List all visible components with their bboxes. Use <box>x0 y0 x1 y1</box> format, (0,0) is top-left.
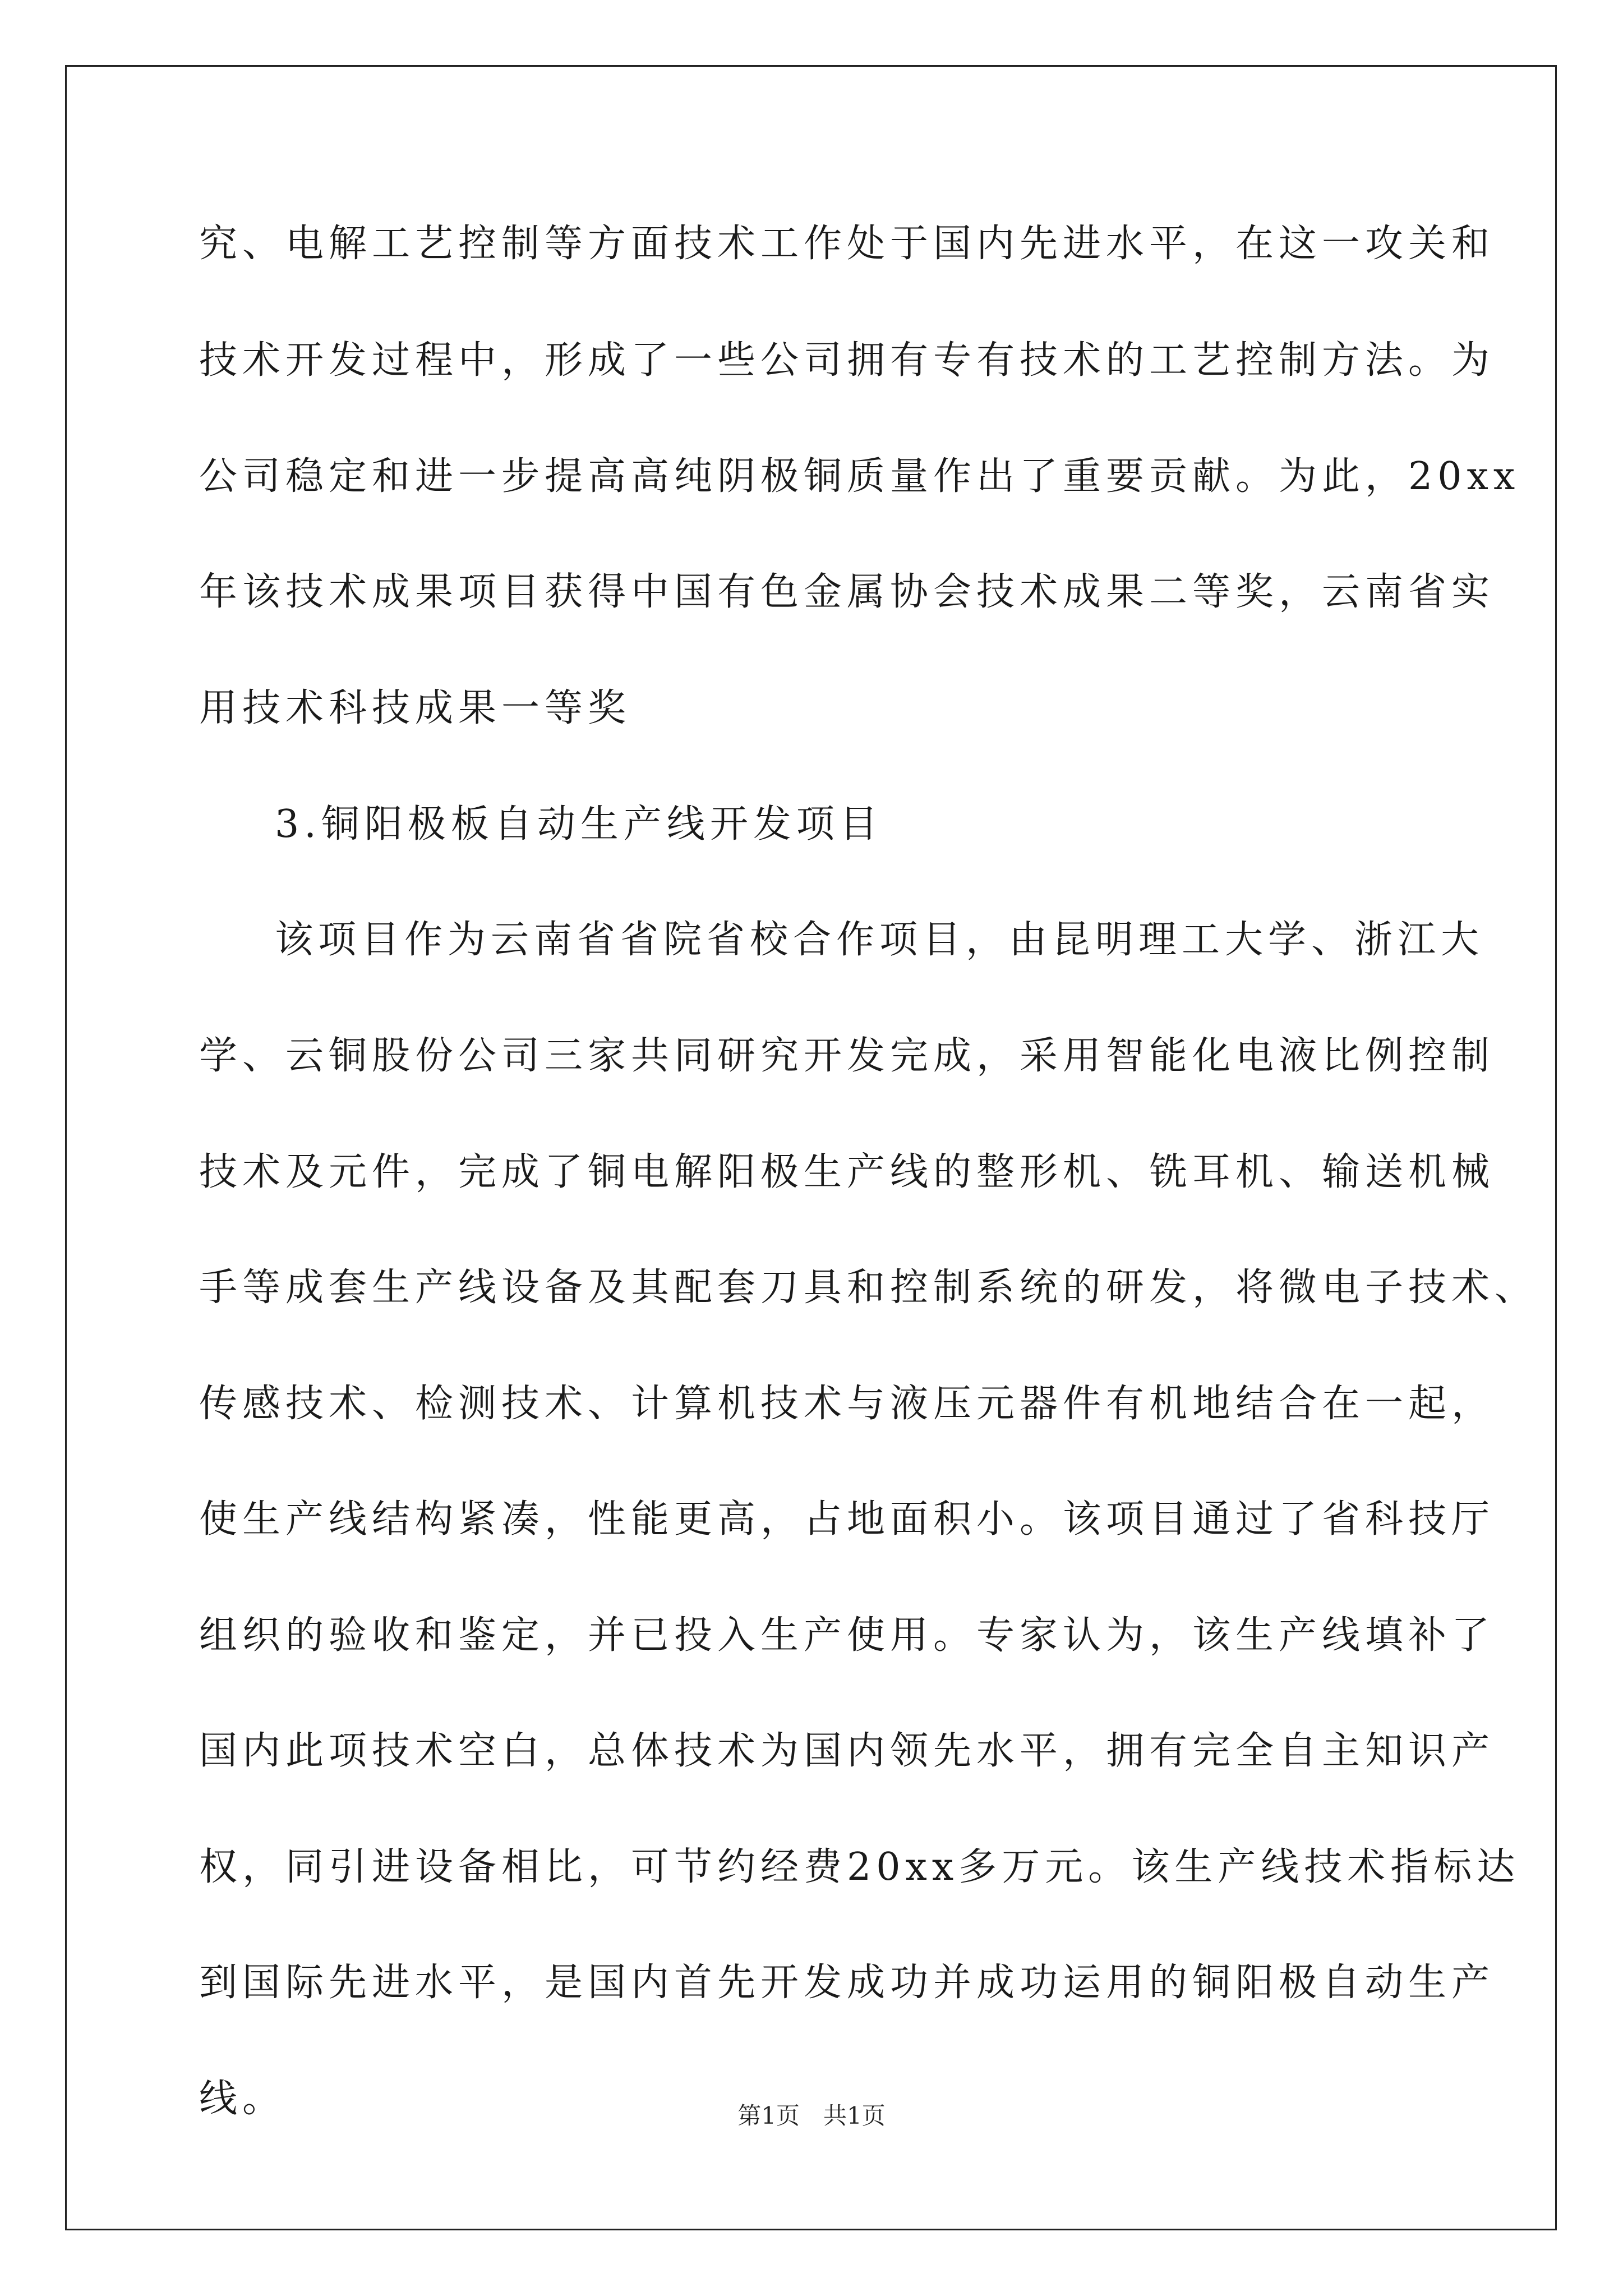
body-line: 到国际先进水平，是国内首先开发成功并成功运用的铜阳极自动生产 <box>199 1961 1495 2005</box>
body-line: 手等成套生产线设备及其配套刀具和控制系统的研发，将微电子技术、 <box>199 1266 1538 1310</box>
body-line: 公司稳定和进一步提高高纯阴极铜质量作出了重要贡献。为此，20xx <box>199 454 1520 499</box>
body-line: 该项目作为云南省省院省校合作项目，由昆明理工大学、浙江大 <box>275 918 1484 962</box>
body-line: 使生产线结构紧凑，性能更高，占地面积小。该项目通过了省科技厅 <box>199 1497 1495 1542</box>
section-heading: 3.铜阳极板自动生产线开发项目 <box>275 802 883 846</box>
body-line: 技术及元件，完成了铜电解阳极生产线的整形机、铣耳机、输送机械 <box>199 1150 1495 1194</box>
body-line: 技术开发过程中，形成了一些公司拥有专有技术的工艺控制方法。为 <box>199 338 1495 383</box>
body-line: 组织的验收和鉴定，并已投入生产使用。专家认为，该生产线填补了 <box>199 1613 1495 1658</box>
body-line: 用技术科技成果一等奖 <box>199 686 631 730</box>
body-line: 权，同引进设备相比，可节约经费20xx多万元。该生产线技术指标达 <box>199 1845 1520 1889</box>
body-line: 年该技术成果项目获得中国有色金属协会技术成果二等奖，云南省实 <box>199 570 1495 614</box>
body-line: 国内此项技术空白，总体技术为国内领先水平，拥有完全自主知识产 <box>199 1729 1495 1773</box>
page-footer: 第1页 共1页 <box>737 2102 886 2129</box>
body-line: 线。 <box>199 2077 286 2121</box>
body-line: 学、云铜股份公司三家共同研究开发完成，采用智能化电液比例控制 <box>199 1034 1495 1078</box>
body-line: 究、电解工艺控制等方面技术工作处于国内先进水平，在这一攻关和 <box>199 222 1495 266</box>
body-line: 传感技术、检测技术、计算机技术与液压元器件有机地结合在一起， <box>199 1382 1495 1426</box>
